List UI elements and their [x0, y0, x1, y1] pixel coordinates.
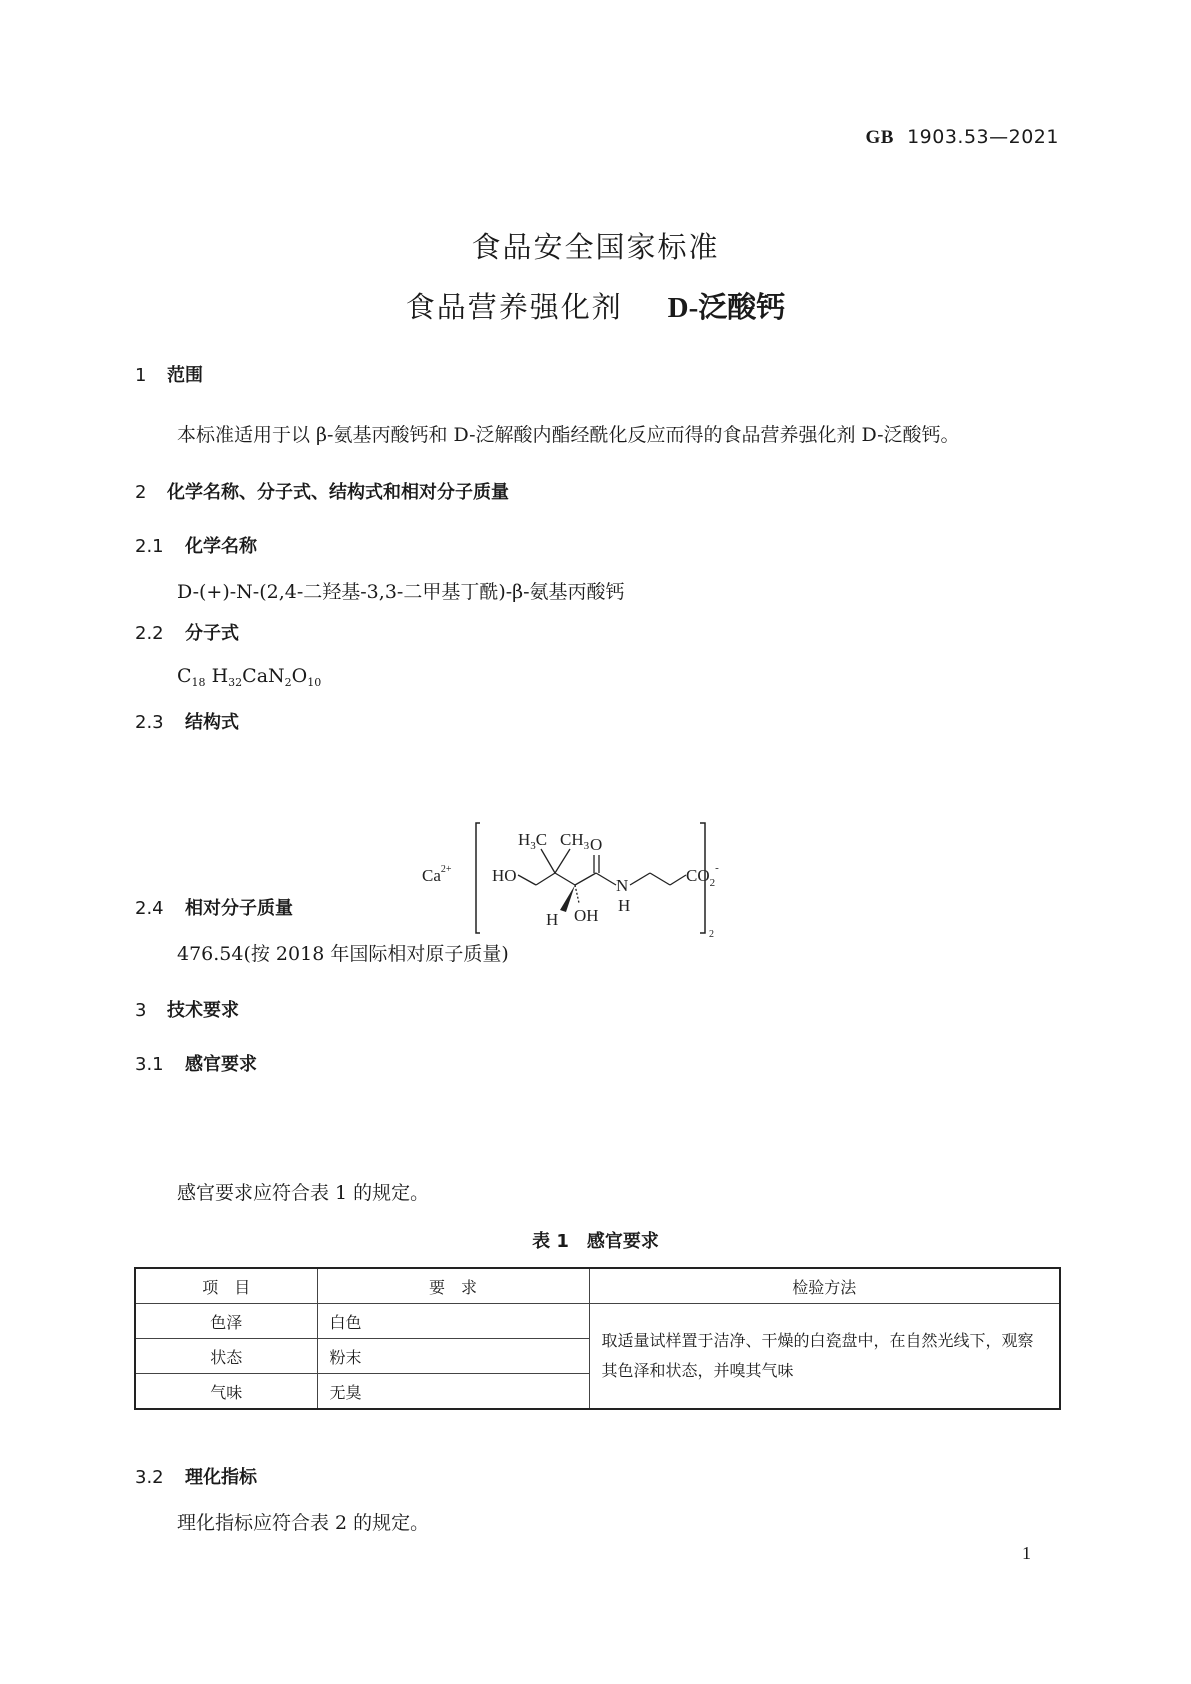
- row-requirement: 白色: [317, 1304, 589, 1339]
- section-number: 3.1: [135, 1054, 164, 1075]
- molecular-mass: 476.54(按 2018 年国际相对原子质量): [177, 943, 509, 965]
- section-number: 1: [135, 365, 147, 386]
- section-title: 分子式: [185, 623, 239, 644]
- left-bracket: [476, 823, 480, 933]
- table-1-caption: 表 1 感官要求: [532, 1231, 659, 1252]
- calcium-label: $Ca^{2+}$: [422, 864, 452, 885]
- carboxylate-group: $CO_2^-$: [686, 862, 719, 889]
- document-subtitle: [0, 285, 1191, 326]
- section-number: 3: [135, 1000, 147, 1021]
- section-number: 2.2: [135, 623, 164, 644]
- structural-formula: [410, 815, 790, 940]
- section-number: 2: [135, 482, 147, 503]
- section-2-1-heading: [135, 532, 257, 558]
- table-header-row: [135, 1268, 1060, 1304]
- row-item: 气味: [135, 1374, 317, 1410]
- document-title: 食品安全国家标准: [471, 230, 720, 264]
- section-title: 感官要求: [185, 1054, 257, 1075]
- chemical-name: D-(+)-N-(2,4-二羟基-3,3-二甲基丁酰)-β-氨基丙酸钙: [177, 581, 625, 603]
- section-title: 结构式: [185, 712, 239, 733]
- row-item: 状态: [135, 1339, 317, 1374]
- section-3-2-heading: [135, 1463, 257, 1489]
- standard-prefix: GB: [865, 127, 894, 148]
- amide-nitrogen: N: [616, 876, 629, 895]
- row-item: 色泽: [135, 1304, 317, 1339]
- section-number: 2.4: [135, 898, 164, 919]
- standard-code: [866, 126, 1059, 149]
- section-title: 化学名称: [185, 536, 257, 557]
- physchem-paragraph: 理化指标应符合表 2 的规定。: [177, 1512, 430, 1534]
- header-method: 检验方法: [589, 1268, 1060, 1304]
- hydroxyl-group: OH: [574, 906, 599, 925]
- section-3-1-heading: [135, 1050, 257, 1076]
- section-3-heading: [135, 996, 239, 1022]
- page-number: 1: [1022, 1543, 1031, 1563]
- header-requirement: 要 求: [317, 1268, 589, 1304]
- header-item: 项 目: [135, 1268, 317, 1304]
- section-2-3-heading: [135, 708, 239, 734]
- molecular-formula: $C_{18}$ $H_{32}CaN_2O_{10}$: [177, 665, 322, 689]
- scope-paragraph: 本标准适用于以 β-氨基丙酸钙和 D-泛解酸内酯经酰化反应而得的食品营养强化剂 D-泛酸钙。: [177, 424, 960, 446]
- section-number: 2.3: [135, 712, 164, 733]
- sensory-paragraph: 感官要求应符合表 1 的规定。: [177, 1182, 430, 1204]
- section-title: 技术要求: [167, 1000, 239, 1021]
- standard-number: 1903.53—2021: [907, 126, 1059, 148]
- section-title: 范围: [167, 365, 203, 386]
- section-title: 理化指标: [185, 1467, 257, 1488]
- ch3-group: $CH_3$: [560, 830, 590, 852]
- subtitle-cn: 食品营养强化剂: [405, 290, 623, 324]
- row-requirement: 无臭: [317, 1374, 589, 1410]
- ho-group: HO: [492, 866, 517, 885]
- chiral-hydrogen: H: [546, 910, 559, 929]
- subtitle-substance: D-泛酸钙: [667, 292, 786, 324]
- section-title: 相对分子质量: [185, 898, 293, 919]
- section-title: 化学名称、分子式、结构式和相对分子质量: [167, 482, 509, 503]
- sensory-requirements-table: [134, 1267, 1061, 1410]
- h3c-group: $H_3C$: [518, 830, 548, 852]
- section-number: 3.2: [135, 1467, 164, 1488]
- carbonyl-oxygen: O: [590, 835, 603, 854]
- section-2-4-heading: [135, 894, 293, 920]
- table-row: [135, 1304, 1060, 1339]
- amide-hydrogen: H: [618, 896, 631, 915]
- row-requirement: 粉末: [317, 1339, 589, 1374]
- section-2-2-heading: [135, 619, 239, 645]
- section-1-heading: [135, 361, 203, 387]
- section-2-heading: [135, 478, 509, 504]
- section-number: 2.1: [135, 536, 164, 557]
- bracket-subscript: 2: [709, 929, 714, 940]
- inspection-method: 取适量试样置于洁净、干燥的白瓷盘中，在自然光线下，观察其色泽和状态，并嗅其气味: [589, 1304, 1060, 1410]
